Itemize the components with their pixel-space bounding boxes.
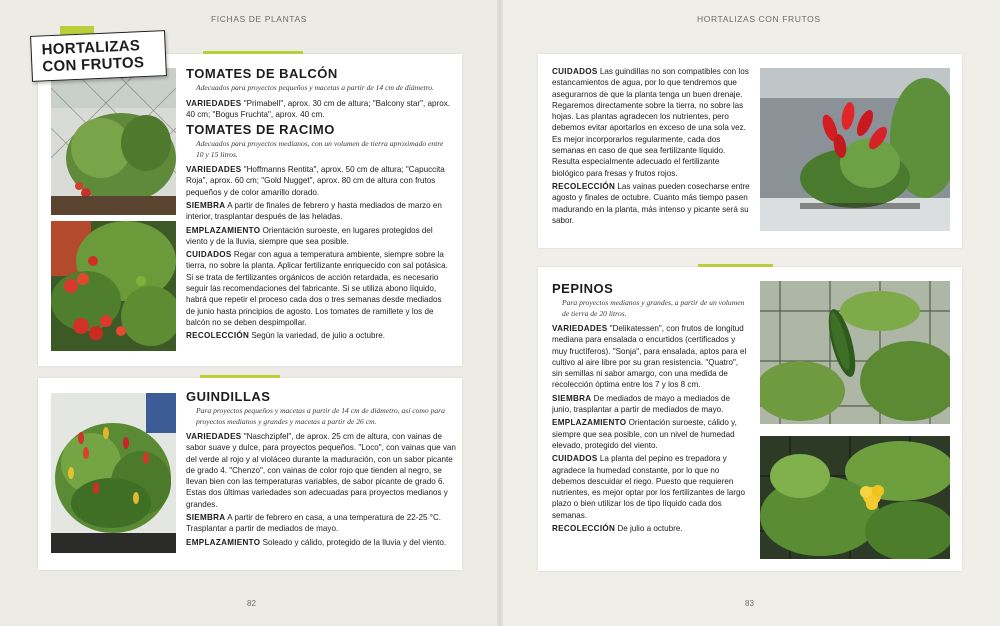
para-pepinos-recoleccion: RECOLECCIÓN De julio a octubre.	[552, 524, 683, 534]
book-gutter	[497, 0, 503, 626]
text-guindillas	[186, 389, 456, 550]
photo-guindillas	[51, 393, 176, 553]
chili-plant-illustration	[51, 393, 176, 553]
text-pepinos	[552, 281, 750, 536]
para-tomates-racimo-recoleccion: RECOLECCIÓN Según la variedad, de julio a octubre.	[186, 331, 385, 341]
heading-tomates-racimo: TOMATES DE RACIMO	[186, 122, 335, 138]
text-guindillas-cont	[552, 66, 750, 228]
photo-pepino-flor	[760, 436, 950, 559]
intro-tomates-racimo: Adecuados para proyectos medianos, con un volumen de tierra aproximado entre 10 y 15 litros.	[196, 139, 444, 159]
section-tag-line1: HORTALIZAS	[41, 37, 141, 59]
para-guindillas-siembra: SIEMBRA A partir de febrero en casa, a una temperatura de 22-25 °C. Trasplantar a partir de mediados de mayo.	[186, 513, 442, 534]
folio-right: 83	[745, 599, 754, 608]
para-tomates-racimo-siembra: SIEMBRA A partir de finales de febrero y hasta mediados de marzo en interior, trasplantar después de las heladas.	[186, 200, 442, 222]
running-head-left: FICHAS DE PLANTAS	[211, 14, 308, 24]
tomato-balcony-illustration	[51, 68, 176, 215]
heading-pepinos: PEPINOS	[552, 281, 614, 296]
card-pepinos-accent	[698, 264, 773, 267]
card-tomates-accent	[203, 51, 303, 54]
para-pepinos-cuidados: CUIDADOS La planta del pepino es trepadora y agradece la humedad constante, por lo que no debemos descuidar el riego. Puesto que requieren nutrientes, es mejor optar por los fertilizantes de largo plazo o bien utilizar los de tipo líquido cada dos semanas.	[552, 454, 745, 520]
heading-tomates-balcon: TOMATES DE BALCÓN	[186, 66, 338, 81]
para-guindillas-emplazamiento: EMPLAZAMIENTO Soleado y cálido, protegido de la lluvia y del viento.	[186, 537, 447, 547]
photo-guindillas-rojas	[760, 68, 950, 231]
cucumber-fruit-illustration	[760, 281, 950, 424]
photo-tomates-balcon	[51, 68, 176, 215]
intro-tomates-balcon: Adecuados para proyectos pequeños y macetas a partir de 14 cm de diámetro.	[196, 83, 434, 92]
intro-guindillas: Para proyectos pequeños y macetas a partir de 14 cm de diámetro, así como para proyectos medianos y grandes y macetas a partir de 26 cm.	[196, 406, 445, 426]
card-guindillas-accent	[200, 375, 280, 378]
section-tag-line2: CON FRUTOS	[42, 54, 145, 76]
para-guindillas-cuidados: CUIDADOS Las guindillas no son compatibles con los estancamientos de agua, por lo que tendremos que asegurarnos de que la planta tenga un buen drenaje. Regaremos directamente sobre la tierra, no sobre las hojas. Las plantas agradecen los nutrientes, pero debemos evitar aportarlos en exceso de una sola vez. Es mejor incorporarlos regularmente, cada dos semanas en caso de que sea fertilizante líquido. Resulta especialmente adecuado el fertilizante biológico para fresas y frutos rojos.	[552, 67, 749, 178]
intro-pepinos: Para proyectos medianos y grandes, a partir de un volumen de tierra de 20 litros.	[562, 298, 745, 318]
para-tomates-balcon-variedades: VARIEDADES "Primabell", aprox. 30 cm de altura; "Balcony star", aprox. 40 cm; "Bogus Fruchta", aprox. 40 cm.	[186, 98, 450, 119]
running-head-right: HORTALIZAS CON FRUTOS	[697, 14, 821, 24]
red-chili-illustration	[760, 68, 950, 231]
para-pepinos-siembra: SIEMBRA De mediados de mayo a mediados de junio, trasplantar a partir de mediados de mayo.	[552, 393, 731, 415]
para-tomates-racimo-cuidados: CUIDADOS Regar con agua a temperatura ambiente, siempre sobre la tierra, no sobre la planta. Aplicar fertilizante enriquecido con sal potásica. Si se trata de fertilizantes orgánicos de acción retardada, es necesario seguir las recomendaciones del fabricante. Si se utiliza abono líquido, habrá que repetir el proceso cada dos o tres semanas desde mediados de junio hasta principios de agosto. Los tomates de ramillete y los de balcón no se deben despimpollar.	[186, 250, 448, 327]
section-tag	[30, 30, 167, 82]
para-tomates-racimo-variedades: VARIEDADES "Hoffmanns Rentita", aprox. 50 cm de altura; "Capuccita Roja", aprox. 60 cm; "Gold Nugget", aprox. 80 cm de altura con frutos pequeños y de color amarillo dorado.	[186, 165, 445, 197]
para-tomates-racimo-emplazamiento: EMPLAZAMIENTO Orientación suroeste, en lugares protegidos del viento y de la lluvia, siempre que sea posible.	[186, 225, 433, 246]
para-guindillas-variedades: VARIEDADES "Naschzipfel", de aprox. 25 cm de altura, con vainas de sabor suave y dulce, para proyectos pequeños. "Loco", con vainas que van del verde al rojo y al violáceo durante la maduración, con un sabor picante de grado 4. "Chenzo", con vainas de color rojo que tienden al negro, se llevan bien con las temperaturas variables, de sabor picante de grado 6. Estas dos últimas variedades son adecuadas para proyectos medianos y grandes.	[186, 432, 456, 509]
para-pepinos-variedades: VARIEDADES "Delikatessen", con frutos de longitud mediana para ensalada o encurtidos (certificados y muy fructíferos). "Sonja", para ensalada, aptos para el cultivo al aire libre por su gran resistencia. "Quatro", sin semillas ni sabor amargo, con una medida de recolección óptima entre los 7 y los 8 cm.	[552, 324, 747, 390]
para-pepinos-emplazamiento: EMPLAZAMIENTO Orientación suroeste, cálido y, siempre que sea posible, con un nivel de humedad elevado, protegido del viento.	[552, 418, 737, 450]
text-tomates	[186, 66, 452, 344]
para-guindillas-recoleccion: RECOLECCIÓN Las vainas pueden cosecharse entre agosto y finales de octubre. Cuanto más tiempo pasen madurando en la planta, más intenso y picante será su sabor.	[552, 181, 750, 225]
folio-left: 82	[247, 599, 256, 608]
tomato-cluster-illustration	[51, 221, 176, 351]
cucumber-flower-illustration	[760, 436, 950, 559]
photo-pepino-fruto	[760, 281, 950, 424]
heading-guindillas: GUINDILLAS	[186, 389, 271, 404]
photo-tomates-racimo	[51, 221, 176, 351]
